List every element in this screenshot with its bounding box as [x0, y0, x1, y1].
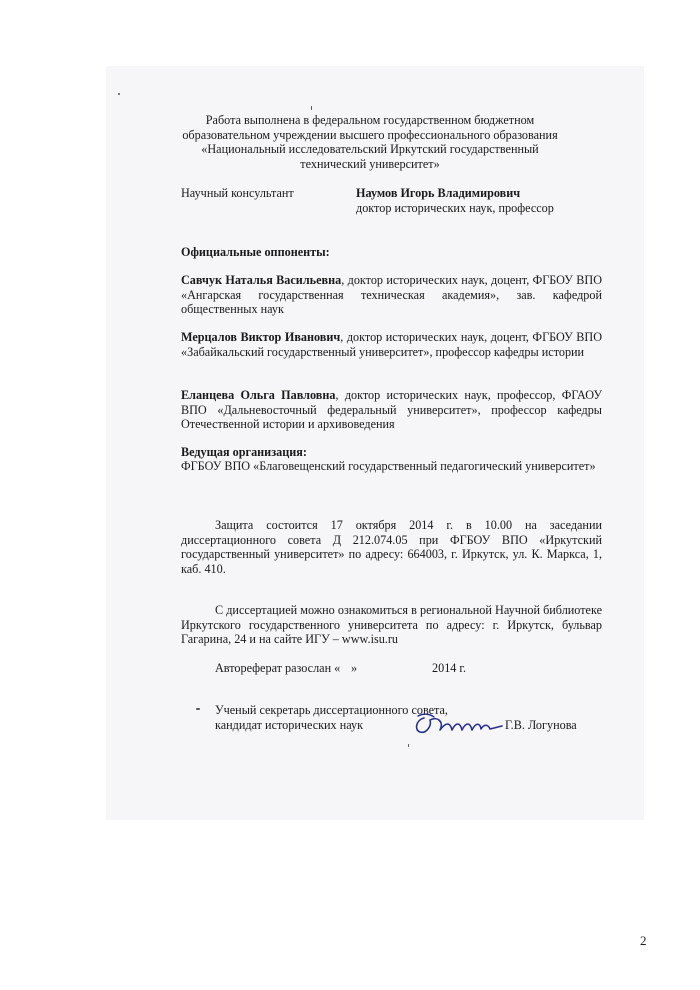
- opponent-details: , доктор исторических наук, профессор, ФГАОУ ВПО «Дальневосточный федеральный университет», профессор кафедры Отечественной истории и архивоведения: [181, 388, 602, 431]
- opponent-name: Еланцева Ольга Павловна: [181, 388, 336, 402]
- consultant-title: доктор исторических наук, профессор: [356, 201, 554, 215]
- dispatch-year: 2014 г.: [432, 661, 467, 675]
- library-paragraph: С диссертацией можно ознакомиться в региональной Научной библиотеке Иркутского государственного университета по адресу: г. Иркутск, бульвар Гагарина, 24 и на сайте ИГУ – www.isu.ru: [181, 603, 602, 646]
- consultant-name: [356, 186, 520, 201]
- scan-speck: [408, 744, 409, 747]
- opponent-name: Савчук Наталья Васильевна: [181, 273, 342, 287]
- opponent-entry: [181, 273, 602, 317]
- header-line: образовательном учреждении высшего профессионального образования: [182, 127, 558, 142]
- header-line: «Национальный исследовательский Иркутский государственный: [201, 142, 539, 156]
- dispatch-close-quote: »: [351, 661, 358, 675]
- header-line: технический университет»: [300, 156, 440, 171]
- opponent-details: , доктор исторических наук, доцент, ФГБОУ ВПО «Ангарская государственная техническая академия», зав. кафедрой общественных наук: [181, 273, 602, 316]
- institution-header: [150, 113, 590, 171]
- opponent-details: , доктор исторических наук, доцент, ФГБОУ ВПО «Забайкальский государственный университет», профессор кафедры истории: [181, 330, 603, 359]
- defense-paragraph: Защита состоится 17 октября 2014 г. в 10.00 на заседании диссертационного совета Д 212.074.05 при ФГБОУ ВПО «Иркутский государственный университет» по адресу: 664003, г. Иркутск, ул. К. Маркса, 1, каб. 410.: [181, 518, 602, 576]
- secretary-position: Ученый секретарь диссертационного совета,: [215, 703, 448, 717]
- scan-speck: [196, 708, 200, 710]
- secretary-degree: кандидат исторических наук: [215, 718, 364, 732]
- opponent-entry: [181, 330, 602, 359]
- secretary-name: Г.В. Логунова: [505, 718, 577, 732]
- leading-org-heading-text: Ведущая организация:: [181, 445, 307, 459]
- handwritten-signature: [410, 710, 506, 738]
- page-number: 2: [640, 933, 647, 948]
- opponents-heading: [181, 245, 330, 260]
- consultant-name-text: Наумов Игорь Владимирович: [356, 186, 521, 200]
- dispatch-label: Автореферат разослан «: [215, 661, 341, 675]
- opponent-name: Мерцалов Виктор Иванович: [181, 330, 341, 344]
- leading-org-heading: [181, 445, 307, 460]
- signature-stroke: [418, 714, 434, 717]
- opponents-heading-text: Официальные оппоненты:: [181, 245, 330, 259]
- consultant-role: Научный консультант: [181, 186, 294, 200]
- opponent-entry: [181, 388, 602, 432]
- signature-stroke: [417, 718, 502, 732]
- scan-speck: [118, 93, 120, 95]
- scan-speck: [311, 106, 312, 110]
- leading-org-text: ФГБОУ ВПО «Благовещенский государственный педагогический университет»: [181, 459, 596, 473]
- header-line: Работа выполнена в федеральном государственном бюджетном: [205, 113, 535, 127]
